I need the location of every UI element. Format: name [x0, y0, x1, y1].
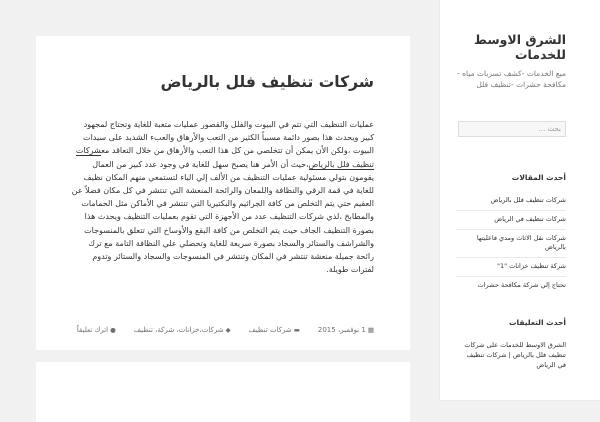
recent-post-link[interactable]: شركة تنظيف خزانات "1" — [456, 257, 566, 276]
comment-icon: ● — [110, 326, 116, 334]
recent-comments-title: أحدث التعليقات — [508, 318, 566, 327]
post-tags-label: شركات،خزانات، شركة، تنظيف — [133, 326, 224, 334]
sidebar — [440, 0, 600, 400]
recent-post-link[interactable]: شركات تنظيف في الرياض — [456, 210, 566, 229]
post-category-label: شركات تنظيف — [248, 326, 292, 334]
recent-posts-list — [456, 192, 566, 295]
comment-post-link[interactable]: شركات تنظيف فلل بالرياض | شركات تنظيف في الرياض — [464, 341, 566, 369]
recent-post-link[interactable]: شركات نقل الاثاث ومدي فاعليتها بالرياض — [456, 229, 566, 257]
folder-icon: ▬ — [293, 326, 300, 334]
tag-icon: ◆ — [225, 326, 231, 334]
calendar-icon: ▦ — [367, 326, 374, 334]
post-comment-label: اترك تعليقاً — [76, 326, 109, 334]
comment-author-link[interactable]: الشرق الاوسط للخدمات — [500, 341, 566, 349]
recent-post-link[interactable]: شركات تنظيف فلل بالرياض — [490, 196, 566, 204]
post-date[interactable] — [309, 326, 374, 334]
recent-comment — [456, 340, 566, 370]
post-date-label: 1 نوفمبر، 2015 — [317, 326, 366, 334]
post-title[interactable]: شركات تنظيف فلل بالرياض — [160, 73, 374, 91]
post-tags[interactable] — [125, 326, 231, 334]
post-text: ،حيث أن الأمر هنا يصبح سهل للغاية في وجود عدد كبير من العمال يقومون بتولي مسئولية عمليات التنظيف من الألف إلي الياء لتستمعي منهم المكان نظيف للغاية في قمة الرقي والنظافة واللمعان والرائحة المنعشة التي تنتشر في كل مكان فضلاً عن العقيم حتي يتم التخلص من كافة الجراثيم والبكتيريا التي تنتشر في الأماكن مثل الحمامات والمطابخ ،لذي شركات التنظيف عدد من الأجهزة التي تقوم بعمليات التنظيف ويحدث هذا بصورة التنظيف الجاف حيث يتم التخلص من كافة البقع والأوساخ التي تتعلق بالمنسوجات والشراشف والستائر والسجاد بصورة سريعة للغاية وتحصلي علي النظافة التامة مع ترك رائحة جميلة منعشة تنتشر في المكان وتنتشر في المنسوجات والسجاد والستائر وتدوم لفترات طويلة. — [71, 159, 374, 275]
site-description: مبع الخدمات -كشف تسربات مياه - مكافحة حشرات -تنظيف فلل — [457, 69, 566, 89]
recent-posts-title: أحدث المقالات — [511, 173, 566, 182]
comment-on-word: على — [486, 341, 498, 349]
post-card — [36, 36, 410, 350]
post-inline-link[interactable]: شركات تنظيف فلل بالرياض — [75, 146, 374, 169]
recent-post-link[interactable]: تحتاج إلي شركة مكافحة حشرات — [456, 276, 566, 295]
post-meta — [59, 326, 374, 334]
post-comment-link[interactable] — [68, 326, 116, 334]
site-title[interactable]: الشرق الاوسط للخدمات — [473, 32, 566, 62]
next-post-card — [36, 362, 410, 422]
post-body — [71, 118, 374, 276]
post-category[interactable] — [240, 326, 300, 334]
post-text: عمليات التنظيف التي تتم في البيوت والفلل والقصور عمليات متعبة للغاية وتحتاج لمجهود كبير ويحدث هذا بصور دائمة مسبباً الكثير من التعب والأرهاق والعبء الشديد على سيدات البيوت ،ولكن الأن يمكن أن تتخلصي من كل هذا التعب والأرهاق من خلال التعاقد مع — [83, 120, 374, 156]
search-input[interactable] — [458, 121, 566, 137]
